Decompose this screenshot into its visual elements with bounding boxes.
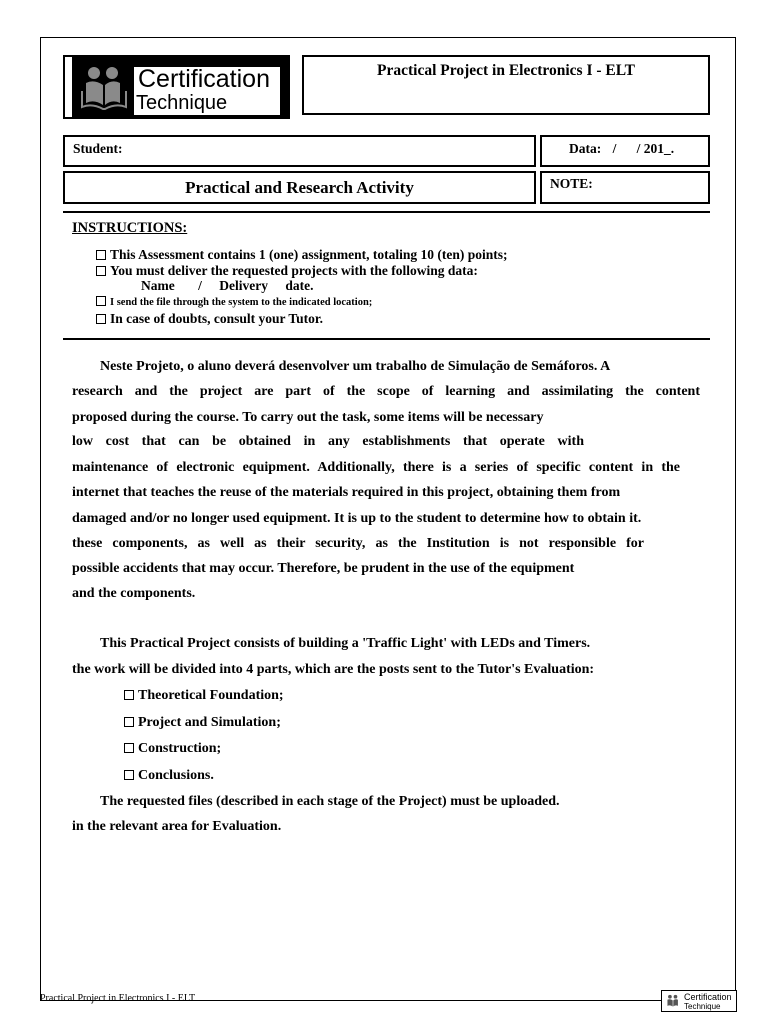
note-field [540,171,710,204]
paragraph-line: damaged and/or no longer used equipment. It is up to the student to determine how to obtain it. [72,511,642,526]
checkbox-bullet-icon [96,296,106,306]
data-word-name: Name [141,278,175,293]
paragraph-line: possible accidents that may occur. Therefore, be prudent in the use of the equipment [72,561,575,576]
logo-text-line1: Certification [138,65,270,93]
instruction-item: This Assessment contains 1 (one) assignment, totaling 10 (ten) points; [96,247,508,263]
checkbox-bullet-icon [96,250,106,260]
data-word-slash: / [198,278,202,293]
footer-logo-line1: Certification [684,992,732,1002]
checkbox-bullet-icon [124,690,134,700]
part-item: Construction; [124,741,221,757]
student-field [63,135,536,167]
part-item: Project and Simulation; [124,715,281,731]
institution-logo [72,57,288,117]
divider-bottom [63,338,710,340]
note-label: NOTE: [550,176,593,191]
open-book-icon [664,993,682,1009]
paragraph-line: in the relevant area for Evaluation. [72,819,282,834]
paragraph-line: and the components. [72,586,196,601]
paragraph-line: This Practical Project consists of building a 'Traffic Light' with LEDs and Timers. [100,636,591,651]
delivery-data-line [141,278,314,294]
date-field [540,135,710,167]
part-item: Conclusions. [124,768,214,784]
checkbox-bullet-icon [124,743,134,753]
paragraph-line: the work will be divided into 4 parts, which are the posts sent to the Tutor's Evaluation: [72,662,595,677]
checkbox-bullet-icon [96,266,106,276]
paragraph-line: Neste Projeto, o aluno deverá desenvolver um trabalho de Simulação de Semáforos. A [100,359,611,374]
footer-logo [661,990,737,1012]
paragraph-line: proposed during the course. To carry out the task, some items will be necessary [72,410,544,425]
paragraph-line: these components, as well as their security, as the Institution is not responsible for [72,536,644,551]
date-label: Data: [569,141,602,156]
checkbox-bullet-icon [124,770,134,780]
course-title-box [302,55,710,115]
paragraph-line: internet that teaches the reuse of the materials required in this project, obtaining them from [72,485,621,500]
part-item: Theoretical Foundation; [124,688,284,704]
data-word-date: date. [285,278,314,293]
divider-top [63,211,710,213]
instruction-item: I send the file through the system to the indicated location; [96,296,372,308]
instruction-item: In case of doubts, consult your Tutor. [96,311,323,327]
logo-text-line2: Technique [136,92,228,114]
activity-title-box [63,171,536,204]
checkbox-bullet-icon [96,314,106,324]
instruction-item: You must deliver the requested projects with the following data: [96,263,478,279]
checkbox-bullet-icon [124,717,134,727]
open-book-icon [76,61,132,113]
paragraph-line: research and the project are part of the scope of learning and assimilating the content [72,384,700,399]
paragraph-line: The requested files (described in each stage of the Project) must be uploaded. [100,794,560,809]
data-word-delivery: Delivery [219,278,268,293]
paragraph-line: low cost that can be obtained in any establishments that operate with [72,434,584,449]
instructions-heading: INSTRUCTIONS: [72,220,188,236]
date-value: / / 201_. [612,141,675,156]
footer-logo-line2: Technique [684,1002,721,1011]
activity-title: Practical and Research Activity [185,178,414,197]
course-title: Practical Project in Electronics I - ELT [377,62,635,79]
footer-title: Practical Project in Electronics I - ELT [40,993,196,1004]
paragraph-line: maintenance of electronic equipment. Additionally, there is a series of specific content in the [72,460,680,475]
student-label: Student: [73,141,123,156]
